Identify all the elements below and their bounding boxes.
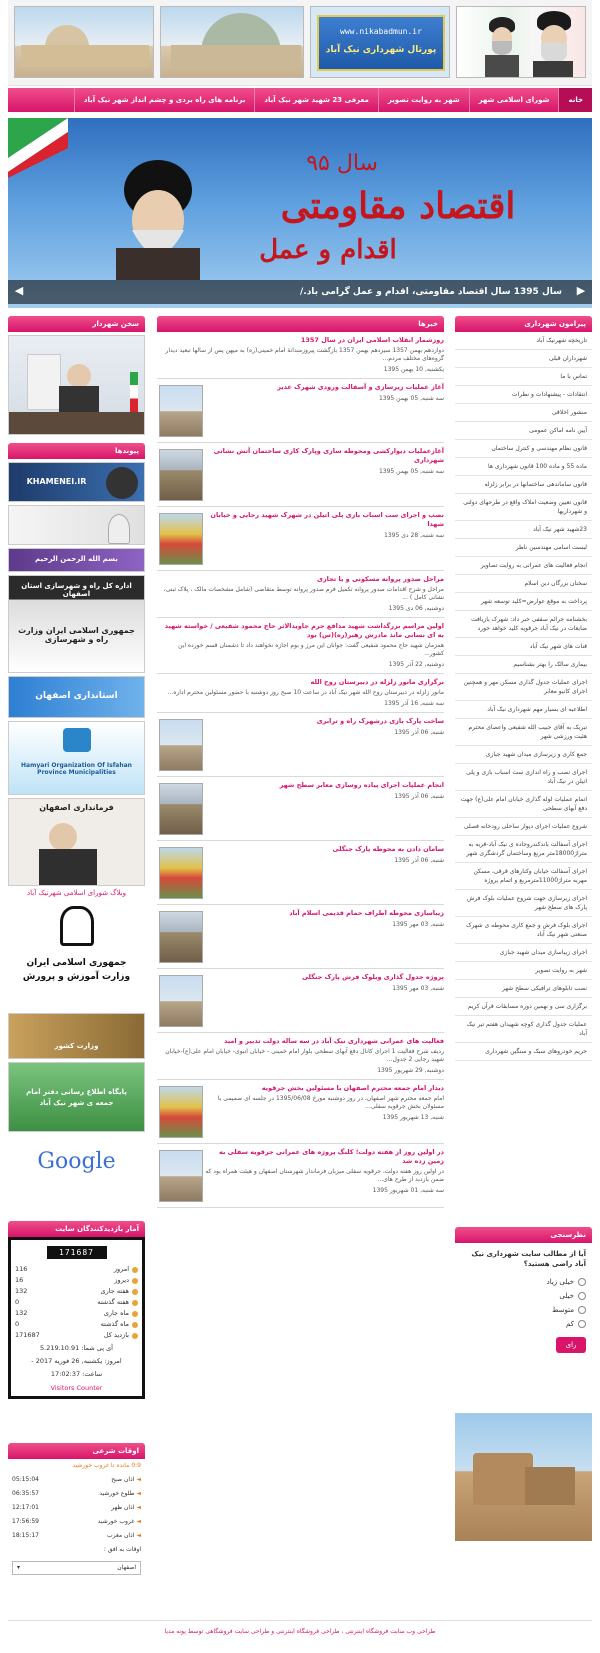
about-item[interactable]: شهر به روایت تصویر	[455, 962, 592, 980]
city-label-row	[8, 1543, 145, 1557]
about-item[interactable]: اجرای نصب و راه اندازی ست اسباب بازی و پلی اتیلن در نیک آباد	[455, 764, 592, 791]
prayer-title: اوقات شرعی	[8, 1443, 145, 1459]
remaining-value: 0:9	[131, 1462, 141, 1469]
user-icon	[132, 1322, 138, 1328]
google-link[interactable]	[8, 1135, 145, 1187]
news-date: شنبه, 13 شهریور 1395	[382, 1114, 444, 1121]
prayer-label: اذان صبح	[111, 1476, 135, 1483]
news-headline[interactable]: آغاز عملیات زیرسازی و آسفالت ورودی شهرک غدیر	[277, 383, 444, 391]
poster-year: سال ۹۵	[306, 151, 378, 176]
user-icon	[132, 1289, 138, 1295]
news-date: دوشنبه, 22 آذر 1395	[388, 661, 444, 668]
news-summary: امام جمعه محترم شهر اصفهان، در روز دوشنبه مورخ 1395/06/08 در جلسه ای صمیمی با مسئولان بخش جرقویه سفلی...	[217, 1095, 444, 1110]
stat-value: 16	[15, 1276, 24, 1284]
news-thumbnail[interactable]	[159, 513, 203, 565]
stat-label-wrap	[97, 1297, 138, 1308]
about-item[interactable]: سخنان بزرگان دین اسلام	[455, 575, 592, 593]
news-thumbnail[interactable]	[159, 1086, 203, 1138]
stat-value: 171687	[15, 1331, 40, 1339]
nav-city-gallery[interactable]: شهر به روایت تصویر	[378, 88, 469, 112]
arrow-icon: ◄	[136, 1504, 141, 1511]
news-item	[157, 905, 444, 969]
prayer-time: 18:15:17	[12, 1532, 39, 1539]
news-summary: دوازدهم بهمن 1357 سیزدهم بهمن 1357 بازگشت پیروزمندانهٔ امام خمینی(ره) به میهن پس از سالها تبعید دیدار گروه‌های مختلف مردم...	[165, 347, 444, 362]
prayer-label-wrap	[107, 1529, 141, 1543]
road-dept-title: اداره کل راه و شهرسازی استان اصفهان	[21, 582, 132, 598]
about-item[interactable]: قانون تعیین وضعیت املاک واقع در طرحهای دولتی و شهرداریها	[455, 494, 592, 521]
stat-label-wrap	[104, 1308, 138, 1319]
president-link[interactable]	[8, 505, 145, 545]
about-item[interactable]: اجرای زیباسازی میدان شهید جبازی	[455, 944, 592, 962]
news-item	[157, 1080, 444, 1144]
about-item[interactable]: انجام فعالیت های عمرانی به روایت تصاویر	[455, 557, 592, 575]
about-item[interactable]: اجرای بلوک فرش و جمع کاری محوطه ی شهرک صنعتی شهر نیک آباد	[455, 917, 592, 944]
education-text: جمهوری اسلامی ایران وزارت آموزش و پرورش	[22, 958, 131, 982]
radio-icon[interactable]	[578, 1292, 586, 1300]
about-item[interactable]: انتقادات - پیشنهادات و نظرات	[455, 386, 592, 404]
prayer-label: اذان ظهر	[111, 1504, 135, 1511]
prayer-row	[8, 1473, 145, 1487]
news-headline[interactable]: دیدار امام جمعه محترم اصفهان با مسئولین بخش جرقویه	[261, 1084, 444, 1092]
stat-row	[15, 1297, 138, 1308]
friday-prayer-text: پایگاه اطلاع رسانی دفتر امام جمعه ی شهر نیک آباد	[26, 1088, 127, 1107]
about-item[interactable]: قانون نظام مهندسی و کنترل ساختمان	[455, 440, 592, 458]
arrow-icon: ◄	[136, 1476, 141, 1483]
mayor-photo[interactable]	[8, 335, 145, 435]
stat-label-wrap	[104, 1330, 138, 1341]
stat-value: 116	[15, 1265, 28, 1273]
news-headline[interactable]: پروژه جدول گذاری وبلوک فرش پارک جنگلی	[301, 973, 444, 981]
prayer-label-wrap	[111, 1501, 141, 1515]
city-value: اصفهان	[117, 1564, 136, 1571]
stat-label: ماه جاری	[103, 1309, 129, 1317]
poster-line2: اقدام و عمل	[259, 235, 397, 265]
prayer-times	[8, 1443, 145, 1579]
about-item[interactable]: تبریک به آقای حبیب الله شفیعی واعضای محترم هئیت ورزشی شهر	[455, 719, 592, 746]
news-item	[157, 777, 444, 841]
stat-row	[15, 1308, 138, 1319]
poll-option[interactable]	[455, 1317, 592, 1331]
stat-row	[15, 1319, 138, 1330]
prayer-label: طلوع خورشید	[99, 1490, 135, 1497]
interior-ministry-link[interactable]	[8, 1013, 145, 1059]
about-item[interactable]: عملیات جدول گذاری کوچه شهیدان هفتم تیر نیک آباد	[455, 1016, 592, 1043]
image-slider[interactable]	[8, 118, 592, 308]
news-item	[157, 379, 444, 443]
news-column	[157, 316, 444, 1208]
slide-caption: سال 1395 سال اقتصاد مقاومتی، اقدام و عمل گرامی باد./	[8, 280, 592, 304]
tower-photo	[14, 6, 154, 78]
news-item	[157, 969, 444, 1033]
poster-line1: اقتصاد مقاومتی	[280, 185, 516, 227]
footer-credit[interactable]: طراحی وب سایت فروشگاه اینترنتی ، طراحی فروشگاه اینترنتی و طراحی سایت فروشگاهی توسط پونه مدیا	[164, 1628, 436, 1635]
news-headline[interactable]: در اولین روز از هفته دولت؛ کلنگ پروژه های عمرانی جرقویه سفلی به زمین زده شد	[219, 1148, 444, 1165]
news-date: سه شنبه, 16 آذر 1395	[384, 700, 444, 707]
news-item	[157, 618, 444, 674]
ostandari-link[interactable]	[8, 676, 145, 718]
news-headline[interactable]: نصب و اجرای ست اسباب بازی پلی اتیلن در شهرک شهید رجایی و خیابان شهدا	[210, 511, 444, 528]
stat-value: 0	[15, 1320, 20, 1328]
about-item[interactable]: برگزاری سی و نهمین دوره مسابقات قرآن کریم	[455, 998, 592, 1016]
stat-label: امروز	[113, 1265, 129, 1273]
road-dept-link[interactable]	[8, 575, 145, 673]
farmandari-text: فرمانداری اصفهان	[39, 803, 114, 812]
news-date: شنبه, 03 مهر 1395	[392, 921, 444, 928]
vote-button[interactable]: رای	[556, 1337, 586, 1353]
user-icon	[132, 1311, 138, 1317]
news-date: سه شنبه, 05 بهمن 1395	[378, 395, 444, 402]
poll-option[interactable]	[455, 1275, 592, 1289]
prayer-label: غروب خورشید	[97, 1518, 135, 1525]
about-item[interactable]: لیست اسامی مهندسین ناظر	[455, 539, 592, 557]
education-ministry-link[interactable]	[8, 900, 145, 1010]
news-date: شنبه, 06 آذر 1395	[394, 793, 444, 800]
basij-text: بسم الله الرحمن الرحیم	[35, 555, 118, 563]
interior-text: وزارت کشور	[54, 1042, 99, 1050]
news-headline[interactable]: اولین مراسم بزرگداشت شهید مدافع حرم جاویدالاثر حاج محمود شفیعی / خواسته شهید به ای نسانی ماند مادرش رهبر(ره)(س) بود	[164, 622, 444, 639]
stat-value: 132	[15, 1309, 28, 1317]
prayer-label: اذان مغرب	[106, 1532, 135, 1539]
prayer-time: 06:35:57	[12, 1490, 39, 1497]
about-item[interactable]: بخشنامه جرائم سقفی خبر داد: شهرک بازیافت ضایعات در نیک آباد جرقویه کلید خواهد خورد	[455, 611, 592, 638]
news-title: خبرها	[157, 316, 444, 332]
current-time: ساعت: 17:02:37	[50, 1370, 103, 1378]
ip-address: آی پی شما: 5.219.10.91	[40, 1344, 113, 1352]
about-municipality-list	[455, 332, 592, 1061]
news-thumbnail[interactable]	[159, 719, 203, 771]
remaining-row	[8, 1459, 145, 1473]
stat-row	[15, 1264, 138, 1275]
news-date: دوشنبه, 06 دی 1395	[388, 605, 444, 612]
stat-row	[15, 1330, 138, 1341]
nav-martyrs[interactable]: معرفی 23 شهید شهر نیک آباد	[254, 88, 377, 112]
hamyari-link[interactable]	[8, 721, 145, 795]
news-headline[interactable]: زیباسازی محوطه اطراف حمام قدیمی اسلام آباد	[289, 909, 444, 917]
poll-option[interactable]	[455, 1303, 592, 1317]
about-item[interactable]: شروع عملیات اجرای دیوار ساحلی رودخانه فصلی	[455, 818, 592, 836]
radio-icon[interactable]	[578, 1278, 586, 1286]
news-thumbnail[interactable]	[159, 911, 203, 963]
stat-label-wrap	[101, 1319, 138, 1330]
news-headline[interactable]: انجام عملیات اجرای پیاده روسازی معابر سطح شهر	[279, 781, 444, 789]
about-item[interactable]: حریم خودروهای سبک و سنگین شهرداری	[455, 1043, 592, 1061]
flag-graphic	[8, 118, 68, 178]
arrow-icon: ◄	[136, 1490, 141, 1497]
stat-label: هفته جاری	[100, 1287, 129, 1295]
about-item[interactable]: جمع کاری و زیرسازی میدان شهید جبازی	[455, 746, 592, 764]
poll-option-label: متوسط	[552, 1306, 574, 1314]
site-footer	[8, 1620, 592, 1642]
portal-banner[interactable]	[310, 6, 450, 78]
prayer-row	[8, 1501, 145, 1515]
nav-home[interactable]: خانه	[558, 88, 592, 112]
city-select[interactable]	[12, 1561, 141, 1575]
news-thumbnail[interactable]	[159, 385, 203, 437]
news-item	[157, 713, 444, 777]
visitor-stats	[8, 1221, 145, 1399]
about-item[interactable]: منشور اخلاقی	[455, 404, 592, 422]
poll-option-label: خیلی زیاد	[546, 1278, 574, 1286]
radio-icon[interactable]	[578, 1306, 586, 1314]
news-list	[157, 332, 444, 1208]
news-item	[157, 332, 444, 379]
ministry-text: جمهوری اسلامی ایران وزارت راه و شهرسازی	[18, 626, 135, 644]
about-item[interactable]: نصب تابلوهای ترافیکی سطح شهر	[455, 980, 592, 998]
stat-label: دیروز	[114, 1276, 129, 1284]
news-date: دوشنبه, 29 شهریور 1395	[377, 1067, 444, 1074]
prayer-time: 17:56:59	[12, 1518, 39, 1525]
city-label: اوقات به افق :	[103, 1546, 141, 1553]
google-logo: Google	[37, 1149, 116, 1174]
news-date: سه شنبه, 05 بهمن 1395	[378, 468, 444, 475]
council-blog-link[interactable]: وبلاگ شورای اسلامی شهرنیک آباد	[27, 889, 126, 897]
prayer-row	[8, 1529, 145, 1543]
slider-prev-arrow[interactable]: ◀	[14, 284, 24, 297]
news-item	[157, 507, 444, 571]
mosque-photo	[160, 6, 304, 78]
news-thumbnail[interactable]	[159, 1150, 203, 1202]
about-item[interactable]: اجرای آسفالت باندکندروجاده ی نیک آباد-قریه به متراژ18000متر مربع وساختمان گردشگری شهر	[455, 836, 592, 863]
site-header	[8, 0, 592, 86]
news-thumbnail[interactable]	[159, 449, 203, 501]
stat-row	[15, 1286, 138, 1297]
news-item	[157, 841, 444, 905]
hamyari-text: Hamyari Organization Of Isfahan Province Municipalities	[21, 762, 132, 776]
stats-title: آمار بازدیدکنندگان سایت	[8, 1221, 145, 1237]
about-item[interactable]: ماده 55 و ماده 100 قانون شهرداری ها	[455, 458, 592, 476]
news-summary: ردیف شرح فعالیت 1 اجرای کانال دفع آبهای سطحی بلوار امام خمینی - خیابان انبوی- خیابان امام علی(ع)-خیابان شهید رجایی 2 جدول...	[165, 1048, 444, 1063]
news-summary: همزمان شهید حاج محمود شفیعی گفت: جوانان این مرز و بوم اجازه نخواهند داد تا دشمنان قسم خورده این کشور...	[178, 642, 444, 657]
nav-strategic-plans[interactable]: برنامه های راه بردی و چشم انداز شهر نیک آباد	[74, 88, 254, 112]
portal-name: پورتال شهرداری نیک آباد	[325, 45, 437, 55]
mayor-title: سخن شهردار	[8, 316, 145, 332]
about-item[interactable]: اطلاعیه ای بسیار مهم شهرداری نیک آباد	[455, 701, 592, 719]
stat-value: 132	[15, 1287, 28, 1295]
visitors-counter-link[interactable]: Visitors Counter	[50, 1384, 103, 1392]
news-thumbnail[interactable]	[159, 847, 203, 899]
news-headline[interactable]: آغازعملیات دیوارکشی ومحوطه سازی وپارک کاری ساختمان آتش نشانی شهرداری	[213, 447, 444, 464]
news-item	[157, 1144, 444, 1208]
fort-photo	[455, 1413, 592, 1541]
farmandari-link[interactable]	[8, 798, 145, 886]
stat-value: 0	[15, 1298, 20, 1306]
news-headline[interactable]: برگزاری مانور زلزله در دبیرستان روح الله	[310, 678, 444, 686]
poll-option-label: خیلی	[559, 1292, 574, 1300]
about-item[interactable]: تماس با ما	[455, 368, 592, 386]
right-sidebar	[455, 316, 592, 1061]
news-headline[interactable]: فعالیت های عمرانی شهرداری نیک آباد در سه ساله دولت تدبیر و امید	[223, 1037, 444, 1045]
stat-row	[15, 1275, 138, 1286]
news-item	[157, 674, 444, 713]
links-title: پیوندها	[8, 443, 145, 459]
prayer-row	[8, 1487, 145, 1501]
about-item[interactable]: اتمام عملیات لوله گذاری خیابان امام علی(ع) جهت دفع آبهای سطحی	[455, 791, 592, 818]
ostandari-text: استانداری اصفهان	[35, 691, 118, 701]
news-date: یکشنبه, 10 بهمن 1395	[383, 366, 444, 373]
arrow-icon: ◄	[136, 1518, 141, 1525]
news-date: سه شنبه, 01 شهریور 1395	[372, 1187, 444, 1194]
stat-label-wrap	[101, 1286, 138, 1297]
prayer-row	[8, 1515, 145, 1529]
stat-label: بازدید کل	[103, 1331, 129, 1339]
user-icon	[132, 1278, 138, 1284]
khamenei-link[interactable]	[8, 462, 145, 502]
news-headline[interactable]: مراحل صدور پروانه مسکونی و یا تجاری	[316, 575, 444, 583]
stat-label: هفته گذشته	[97, 1298, 129, 1306]
news-headline[interactable]: روزشمار انقلاب اسلامی ایران در سال 1357	[300, 336, 444, 344]
basij-link[interactable]	[8, 548, 145, 572]
right-box-title: پیرامون شهرداری	[455, 316, 592, 332]
about-item[interactable]: قانون ساماندهی ساختمانها در برابر زلزله	[455, 476, 592, 494]
remaining-label: مانده تا غروب خورشید	[72, 1462, 130, 1469]
slide-poster	[78, 130, 558, 280]
today-date: امروز: یکشنبه, 26 فوریه 2017 -	[31, 1357, 122, 1365]
poll-option-label: کم	[566, 1320, 574, 1328]
prayer-label-wrap	[99, 1487, 141, 1501]
user-icon	[132, 1333, 138, 1339]
poll-question: آیا از مطالب سایت شهرداری نیک آباد راضی هستید؟	[471, 1250, 586, 1268]
khamenei-label: KHAMENEI.IR	[26, 477, 87, 486]
nav-city-council[interactable]: شورای اسلامی شهر	[469, 88, 559, 112]
stat-label: ماه گذشته	[100, 1320, 129, 1328]
chevron-down-icon: ▾	[17, 1564, 21, 1571]
news-date: شنبه, 06 آذر 1395	[394, 729, 444, 736]
visitor-counter: 171687	[47, 1246, 107, 1259]
prayer-time: 05:15:04	[12, 1476, 39, 1483]
about-item[interactable]: بیماری سالک را بهتر بشناسیم	[455, 656, 592, 674]
arrow-icon: ◄	[136, 1532, 141, 1539]
news-date: شنبه, 03 مهر 1395	[392, 985, 444, 992]
stat-label-wrap	[114, 1275, 138, 1286]
slider-next-arrow[interactable]: ▶	[576, 284, 586, 297]
prayer-time: 12:17:01	[12, 1504, 39, 1511]
news-item	[157, 443, 444, 507]
poll-option[interactable]	[455, 1289, 592, 1303]
portal-url: www.nikabadmun.ir	[340, 27, 422, 36]
about-item[interactable]: اجرای زیرسازی جهت شروع عملیات بلوک فرش پارک های سطح شهر	[455, 890, 592, 917]
news-item	[157, 571, 444, 618]
news-summary: مراحل و شرح اقدامات صدور پروانه تکمیل فرم صدور پروانه توسط متقاضی (شامل مشخصات مالک ، پلاک ثبتی، نشانی کامل ) ...	[163, 586, 444, 601]
news-headline[interactable]: سامان دادن به محوطه پارک جنگلی	[332, 845, 444, 853]
main-nav	[8, 88, 592, 112]
radio-icon[interactable]	[578, 1320, 586, 1328]
about-item[interactable]: قنات های شهر نیک آباد	[455, 638, 592, 656]
about-item[interactable]: اجرای عملیات جدول گذاری مسکن مهر و همچنین اجرای کانیو معابر	[455, 674, 592, 701]
news-summary: مانور زلزله در دبیرستان روح الله شهر نیک آباد در ساعت 10 صبح روز دوشنبه با حضور مسئولین محترم اداره...	[167, 689, 444, 696]
about-item[interactable]: آیین نامه اماکن عمومی	[455, 422, 592, 440]
about-item[interactable]: تاریخچه شهرنیک آباد	[455, 332, 592, 350]
news-date: سه شنبه, 28 دی 1395	[384, 532, 444, 539]
stat-label-wrap	[114, 1264, 138, 1275]
poll-box	[455, 1227, 592, 1359]
news-thumbnail[interactable]	[159, 783, 203, 835]
news-thumbnail[interactable]	[159, 975, 203, 1027]
poll-title: نظرسنجی	[455, 1227, 592, 1243]
prayer-label-wrap	[98, 1515, 141, 1529]
leader-photo	[456, 6, 586, 78]
news-headline[interactable]: ساخت پارک بازی درشهرک راه و ترابری	[316, 717, 444, 725]
news-summary: در اولین روز هفته دولت، جرقویه سفلی میزبان فرماندار شهرستان اصفهان و هیئت همراه بود که ضمن بازدید از طرح های...	[205, 1168, 444, 1183]
about-item[interactable]: 23شهید شهر نیک آباد	[455, 521, 592, 539]
prayer-label-wrap	[111, 1473, 141, 1487]
left-sidebar	[8, 316, 145, 1187]
news-item	[157, 1033, 444, 1080]
friday-prayer-link[interactable]	[8, 1062, 145, 1132]
user-icon	[132, 1300, 138, 1306]
news-date: شنبه, 06 آذر 1395	[394, 857, 444, 864]
user-icon	[132, 1267, 138, 1273]
about-item[interactable]: پرداخت به موقع عوارض=کلید توسعه شهر	[455, 593, 592, 611]
about-item[interactable]: شهرداران قبلی	[455, 350, 592, 368]
about-item[interactable]: اجرای آسفالت خیابان وکنارهای قرقی، مسکن مهربه متراژ11000مترمربع و اتمام پروژه	[455, 863, 592, 890]
